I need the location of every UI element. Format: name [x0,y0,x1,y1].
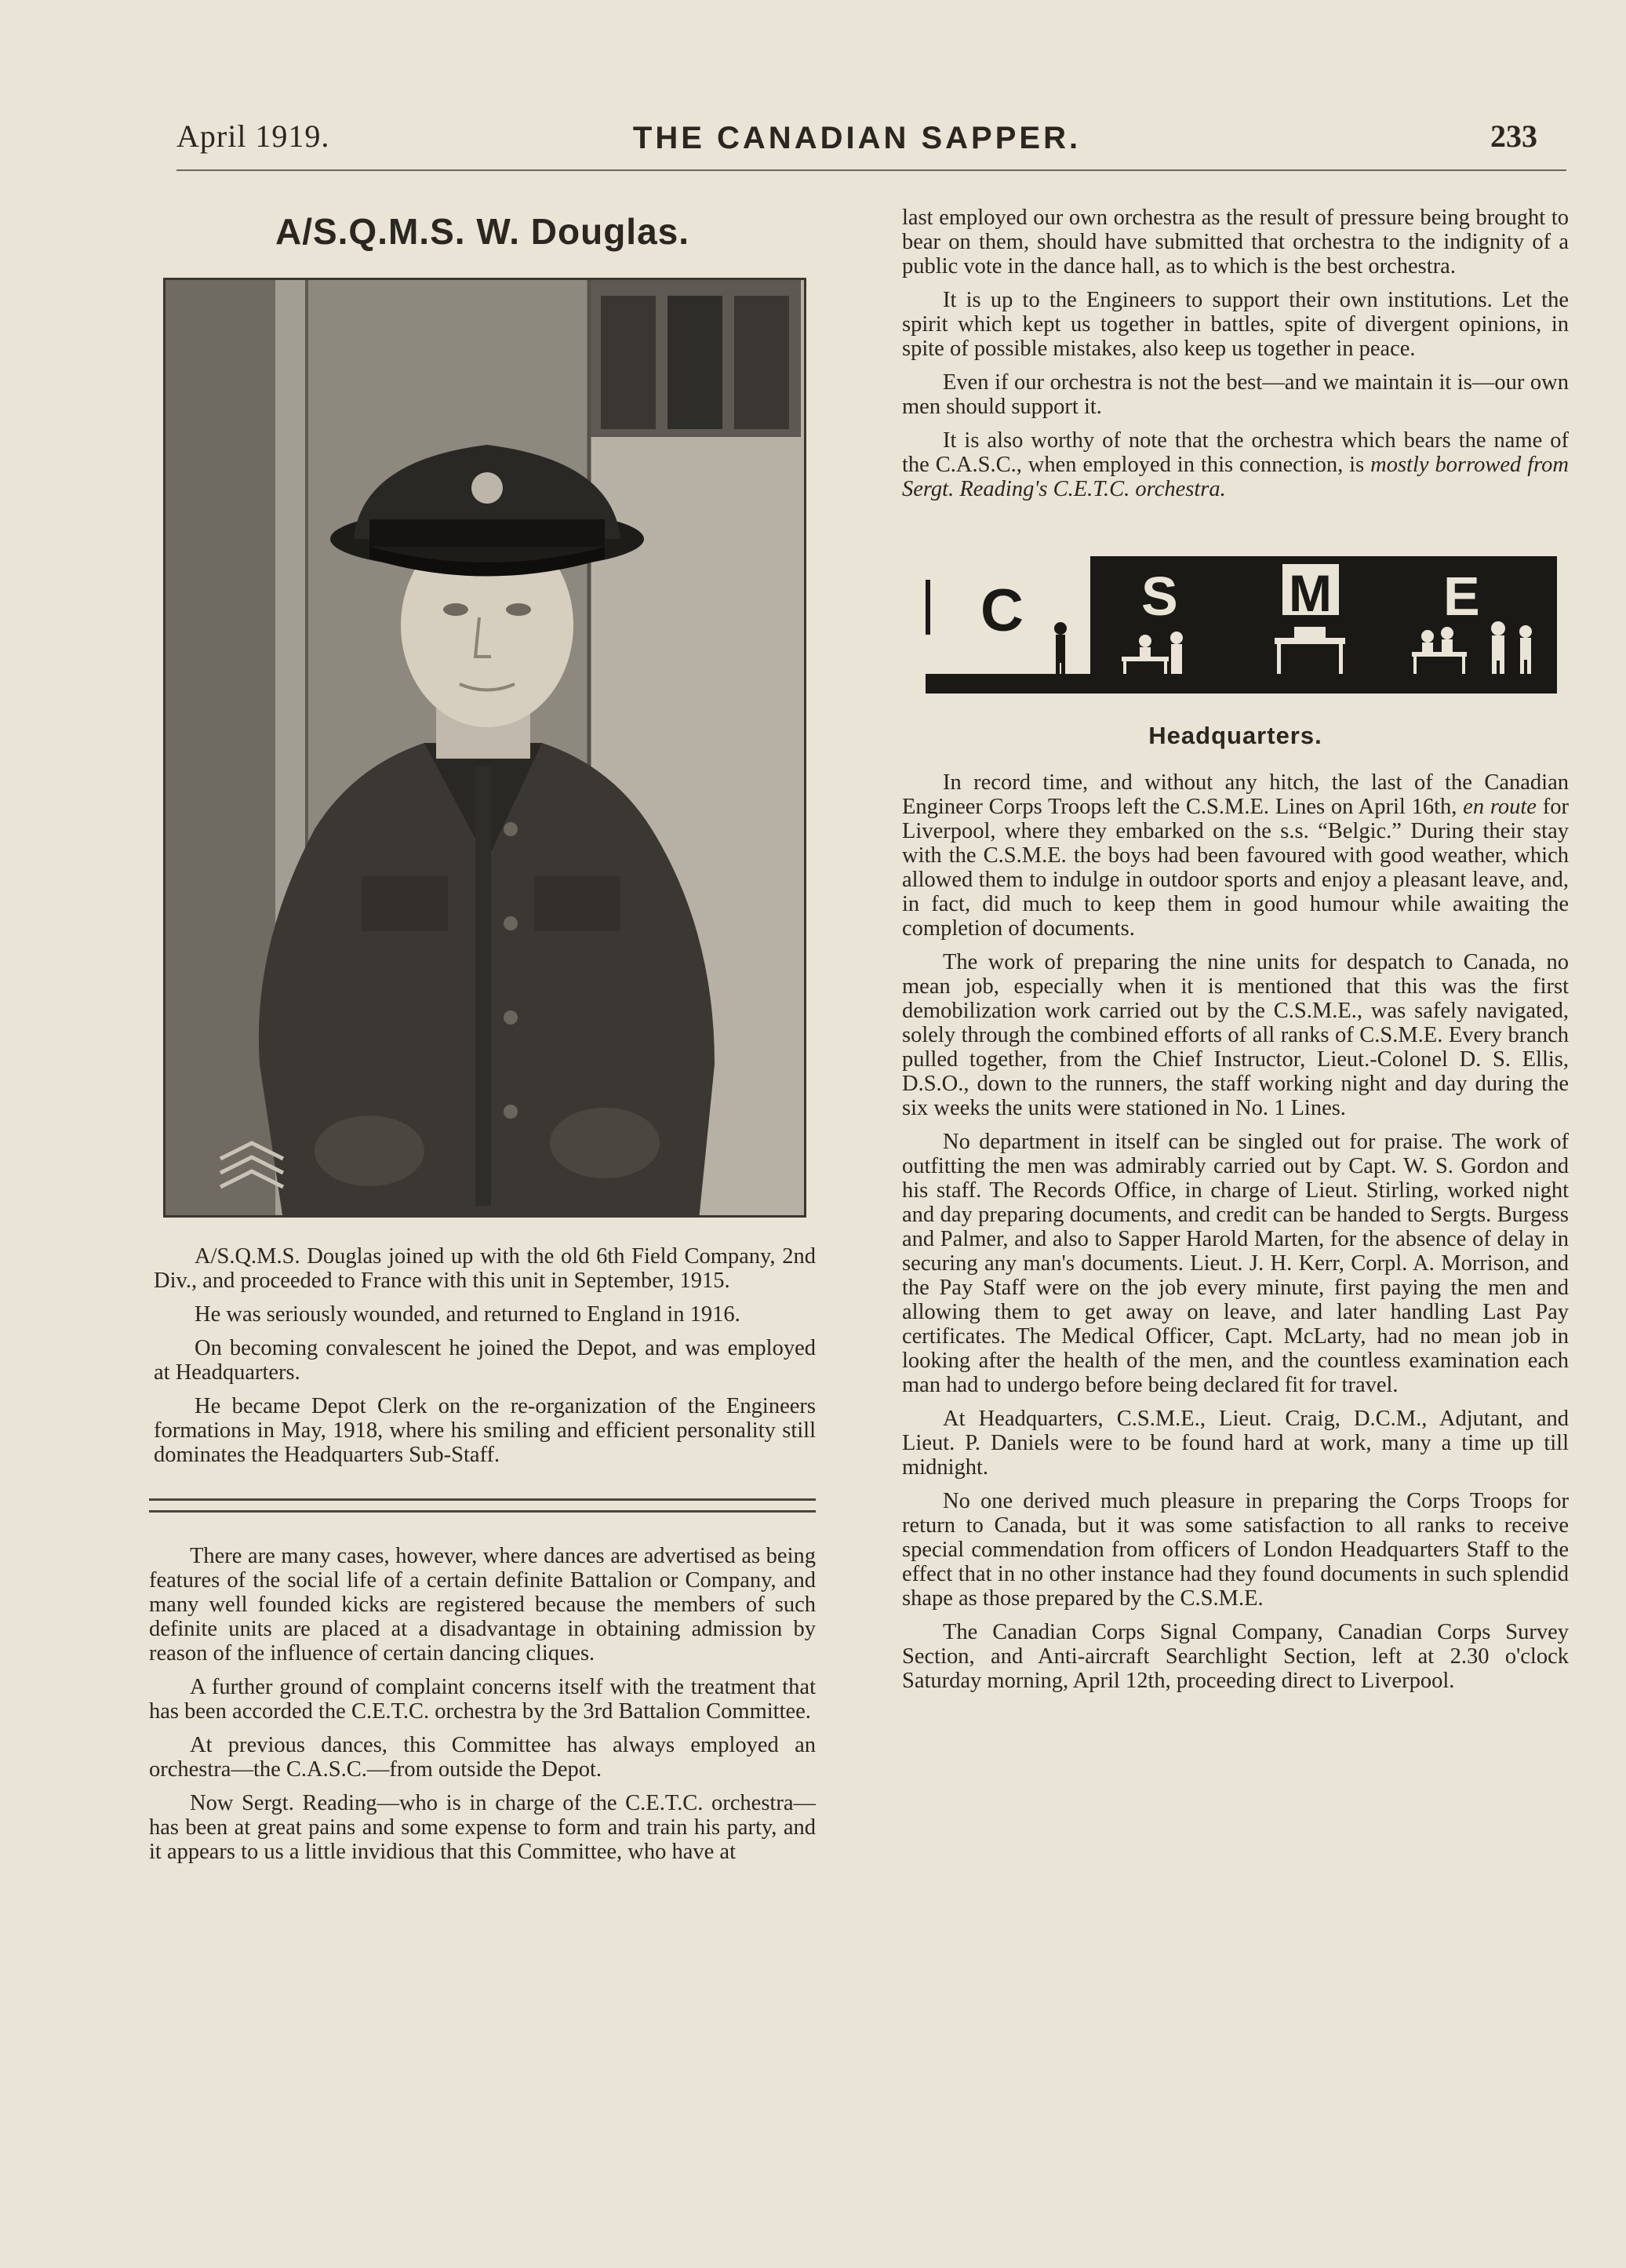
profile-title: A/S.Q.M.S. W. Douglas. [275,211,690,252]
logo-letter-c: C [980,577,1024,644]
portrait-illustration [166,280,806,1218]
headquarters-paragraph: The work of preparing the nine units for despatch to Canada, no mean job, especially when it is mentioned that this was the first demobilization work carried out by the C.S.M.E., was safely navigated, solely through the combined efforts of all ranks of C.S.M.E. Every branch pulled together, from the Chief Instructor, Lieut.-Colonel D. S. Ellis, D.S.O., down to the runners, the staff working night and day during the six weeks the units were stationed in No. 1 Lines. [902,950,1569,1120]
dances-paragraph: Now Sergt. Reading—who is in charge of the C.E.T.C. orchestra—has been at great pains and some expense to form and train his party, and it appears to us a little invidious that this Committee, who have at [149,1791,816,1864]
profile-paragraph: He was seriously wounded, and returned to England in 1916. [195,1302,740,1327]
dances-paragraph: last employed our own orchestra as the result of pressure being brought to bear on them, should have submitted that orchestra to the indignity of a public vote in the dance hall, as to which is the best orchestra. [902,206,1569,278]
dances-paragraph: Even if our orchestra is not the best—and we maintain it is—our own men should support it. [902,370,1569,419]
profile-paragraph: On becoming convalescent he joined the Depot, and was employed at Headquarters. [154,1336,816,1385]
left-column [149,206,816,1864]
closing-text: It is also worthy of note that the orchestra which bears the name of the C.A.S.C., when employed in this connection, is [902,428,1569,477]
header-rule [176,169,1566,171]
headquarters-paragraph: At Headquarters, C.S.M.E., Lieut. Craig, D.C.M., Adjutant, and Lieut. P. Daniels were to be found hard at work, many a time up till midnight. [902,1407,1569,1480]
logo-letter-s: S [1141,566,1178,627]
hq-text: In record time, and without any hitch, the last of the Canadian Engineer Corps Troops left the C.S.M.E. Lines on April 16th, [902,770,1569,819]
csme-banner-logo [926,556,1557,694]
dances-paragraph: A further ground of complaint concerns itself with the treatment that has been accorded the C.E.T.C. orchestra by the 3rd Battalion Committee. [149,1675,816,1724]
headquarters-paragraph: No department in itself can be singled out for praise. The work of outfitting the men was admirably carried out by Capt. W. S. Gordon and his staff. The Records Office, in charge of Lieut. Stirling, worked night and day preparing documents, and credit can be handed to Sergts. Burgess and Palmer, and also to Sapper Harold Marten, for the absence of delay in securing any man's documents. Lieut. J. H. Kerr, Corpl. A. Morrison, and the Pay Staff were on the job every minute, first paying the men and allowing them to get away on leave, and later handling Last Pay certificates. The Medical Officer, Capt. McLarty, had no mean job in looking after the health of the men, and the countless examination each man had to undergo before being declared fit for travel. [902,1130,1569,1397]
dances-paragraph: It is up to the Engineers to support their own institutions. Let the spirit which kept us together in battles, spite of divergent opinions, in spite of possible mistakes, also keep us together in peace. [902,288,1569,361]
headquarters-title: Headquarters. [1148,722,1322,749]
logo-letter-e: E [1443,566,1480,627]
profile-paragraph: He became Depot Clerk on the re-organization of the Engineers formations in May, 1918, where his smiling and efficient personality still dominates the Headquarters Sub-Staff. [154,1394,816,1467]
headquarters-paragraph: No one derived much pleasure in preparing the Corps Troops for return to Canada, but it was some satisfaction to all ranks to receive special commendation from officers of London Headquarters Staff to the effect that in no other instance had they found documents in such splendid shape as those prepared by the C.S.M.E. [902,1489,1569,1611]
csme-banner-illustration [926,556,1557,694]
dances-paragraph: At previous dances, this Committee has always employed an orchestra—the C.A.S.C.—from outside the Depot. [149,1733,816,1782]
headquarters-paragraph: The Canadian Corps Signal Company, Canadian Corps Survey Section, and Anti-aircraft Searchlight Section, left at 2.30 o'clock Saturday morning, April 12th, proceeding direct to Liverpool. [902,1620,1569,1693]
issue-date: April 1919. [176,118,330,154]
dances-closing-paragraph [902,428,1569,501]
running-head [176,118,1537,165]
right-column [902,206,1569,1693]
profile-paragraph: A/S.Q.M.S. Douglas joined up with the old 6th Field Company, 2nd Div., and proceeded to France with this unit in September, 1915. [154,1244,816,1293]
profile-biography [149,1244,816,1467]
headquarters-paragraph [902,770,1569,941]
headquarters-article [902,770,1569,1693]
hq-italic-text: en route [1463,795,1537,819]
section-divider [149,1498,816,1513]
dances-article [149,1544,816,1864]
closing-italic-text: mostly borrowed from Sergt. Reading's C.E.T.C. orchestra. [902,453,1569,501]
dances-paragraph: There are many cases, however, where dances are advertised as being features of the social life of a certain definite Battalion or Company, and many well founded kicks are registered because the members of such definite units are placed at a disadvantage in obtaining admission by reason of the influence of certain dancing cliques. [149,1544,816,1666]
hq-text: for Liverpool, where they embarked on the s.s. “Belgic.” During their stay with the C.S.M.E. the boys had been favoured with good weather, which allowed them to indulge in outdoor sports and enjoy a pleasant leave, and, in fact, did much to keep them in good humour while awaiting the completion of documents. [902,795,1569,941]
logo-letter-m: M [1289,564,1332,622]
soldier-portrait-photo [163,278,806,1218]
publication-title: THE CANADIAN SAPPER. [632,121,1082,155]
page-number: 233 [1490,118,1537,154]
dances-article-continued [902,206,1569,501]
